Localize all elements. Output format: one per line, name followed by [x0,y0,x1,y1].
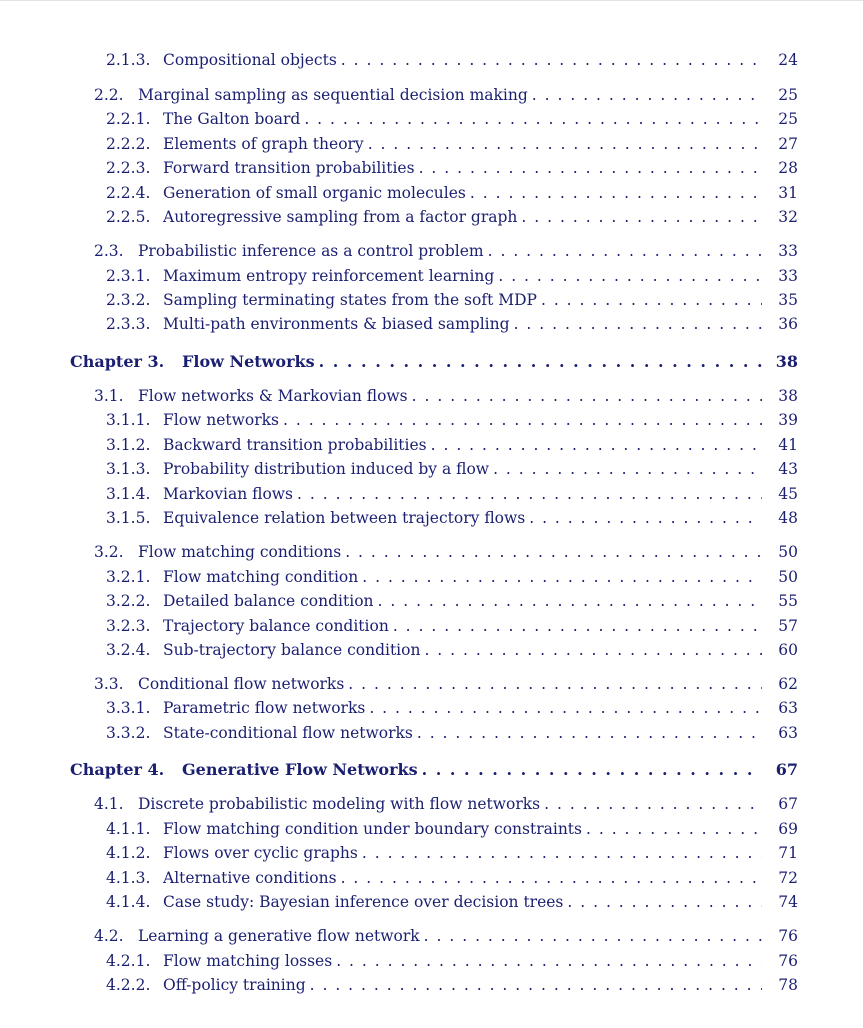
toc-leader-dots [468,181,762,205]
toc-title: State-conditional flow networks [163,724,413,742]
toc-entry-3-2-1[interactable] [0,565,863,589]
toc-page-number: 71 [778,844,798,862]
toc-page-number: 33 [778,267,798,285]
toc-leader-dots [281,408,762,432]
toc-entry-2-2-4[interactable] [0,181,863,205]
toc-title: Flow Networks [182,352,315,371]
toc-page-number: 57 [778,617,798,635]
toc-leader-dots [317,350,762,374]
toc-entry-3-3-2[interactable] [0,721,863,745]
toc-leader-dots [346,672,762,696]
toc-leader-dots [366,132,762,156]
toc-number: 2.2.2. [106,135,151,153]
toc-entry-4-1[interactable] [0,792,863,816]
toc-entry-4-2-1[interactable] [0,949,863,973]
toc-entry-2-2-1[interactable] [0,107,863,131]
toc-leader-dots [410,384,762,408]
toc-number: 3.1.1. [106,411,151,429]
toc-entry-4-2[interactable] [0,924,863,948]
toc-number: 2.3.2. [106,291,151,309]
toc-leader-dots [486,239,762,263]
toc-number: 2.2. [94,86,124,104]
toc-page-number: 69 [778,820,798,838]
toc-number: 4.1. [94,795,124,813]
toc-leader-dots [308,973,762,997]
toc-title: Elements of graph theory [163,135,364,153]
toc-title: Backward transition probabilities [163,436,427,454]
toc-leader-dots [519,205,762,229]
toc-entry-3-2[interactable] [0,540,863,564]
toc-page-number: 60 [778,641,798,659]
toc-title: Compositional objects [163,51,337,69]
toc-title: Flow networks & Markovian flows [138,387,408,405]
toc-number: 3.2.3. [106,617,151,635]
toc-number: 3.1.3. [106,460,151,478]
toc-number: 3.3.2. [106,724,151,742]
toc-leader-dots [334,949,762,973]
toc-title: Flows over cyclic graphs [163,844,358,862]
toc-chapter-3[interactable] [0,350,863,374]
toc-number: 3.2. [94,543,124,561]
toc-number: 3.2.1. [106,568,151,586]
toc-number: 4.2.2. [106,976,151,994]
toc-leader-dots [360,841,762,865]
toc-title: Case study: Bayesian inference over decision trees [163,893,564,911]
toc-number: 3.2.2. [106,592,151,610]
toc-leader-dots [339,866,762,890]
toc-page-number: 35 [778,291,798,309]
toc-page-number: 43 [778,460,798,478]
toc-number: 4.1.3. [106,869,151,887]
toc-title: Learning a generative flow network [138,927,420,945]
toc-title: Marginal sampling as sequential decision making [138,86,528,104]
toc-number: 3.1.5. [106,509,151,527]
toc-number: 2.3.1. [106,267,151,285]
toc-page-number: 28 [778,159,798,177]
toc-number: 3.1. [94,387,124,405]
toc-leader-dots [343,540,762,564]
toc-title: Multi-path environments & biased sampling [163,315,510,333]
toc-page-number: 38 [778,387,798,405]
toc-title: Sub-trajectory balance condition [163,641,421,659]
toc-entry-3-1-2[interactable] [0,433,863,457]
toc-entry-3-2-2[interactable] [0,589,863,613]
toc-title: Maximum entropy reinforcement learning [163,267,495,285]
toc-entry-2-2[interactable] [0,83,863,107]
toc-title: Forward transition probabilities [163,159,415,177]
toc-number: 2.2.4. [106,184,151,202]
toc-leader-dots [367,696,762,720]
toc-entry-2-3-1[interactable] [0,264,863,288]
toc-entry-4-1-3[interactable] [0,866,863,890]
toc-page-number: 62 [778,675,798,693]
toc-leader-dots [391,614,762,638]
toc-title: Flow networks [163,411,279,429]
toc-page-number: 72 [778,869,798,887]
toc-page-number: 63 [778,699,798,717]
toc-title: Generative Flow Networks [182,760,418,779]
toc-entry-2-3-2[interactable] [0,288,863,312]
toc-leader-dots [295,482,762,506]
toc-entry-3-1-4[interactable] [0,482,863,506]
toc-title: Autoregressive sampling from a factor graph [163,208,518,226]
toc-leader-dots [527,506,762,530]
toc-title: Flow matching conditions [138,543,342,561]
toc-page-number: 63 [778,724,798,742]
toc-page-number: 39 [778,411,798,429]
toc-entry-2-1-3[interactable] [0,48,863,72]
toc-number: 2.3. [94,242,124,260]
toc-number: 2.1.3. [106,51,151,69]
toc-title: Equivalence relation between trajectory flows [163,509,526,527]
toc-title: Flow matching condition [163,568,359,586]
toc-entry-3-1-1[interactable] [0,408,863,432]
toc-title: Probabilistic inference as a control problem [138,242,484,260]
toc-entry-2-2-3[interactable] [0,156,863,180]
toc-title: Conditional flow networks [138,675,345,693]
toc-page-number: 74 [778,893,798,911]
toc-number: 4.1.1. [106,820,151,838]
toc-title: Alternative conditions [163,869,337,887]
toc-entry-2-3[interactable] [0,239,863,263]
toc-page-number: 27 [778,135,798,153]
toc-leader-dots [539,288,762,312]
toc-page-number: 31 [778,184,798,202]
toc-title: Discrete probabilistic modeling with flow networks [138,795,541,813]
toc-leader-dots [415,721,762,745]
toc-title: Flow matching losses [163,952,333,970]
toc-number: Chapter 3. [70,352,165,371]
toc-page-number: 25 [778,110,798,128]
toc-entry-3-1[interactable] [0,384,863,408]
toc-number: 3.3.1. [106,699,151,717]
toc-title: Flow matching condition under boundary constraints [163,820,582,838]
toc-entry-3-1-5[interactable] [0,506,863,530]
toc-page-number: 25 [778,86,798,104]
toc-entry-4-1-1[interactable] [0,817,863,841]
toc-entry-2-3-3[interactable] [0,312,863,336]
toc-title: Probability distribution induced by a flow [163,460,490,478]
toc-page-number: 55 [778,592,798,610]
toc-number: 4.2.1. [106,952,151,970]
toc-number: 3.1.2. [106,436,151,454]
toc-number: 3.3. [94,675,124,693]
toc-entry-4-1-4[interactable] [0,890,863,914]
toc-page-number: 36 [778,315,798,333]
toc-title: Generation of small organic molecules [163,184,466,202]
toc-page-number: 48 [778,509,798,527]
toc-number: 3.1.4. [106,485,151,503]
toc-entry-3-3-1[interactable] [0,696,863,720]
toc-number: 4.2. [94,927,124,945]
toc-number: 2.2.1. [106,110,151,128]
toc-leader-dots [496,264,762,288]
toc-page-number: 50 [778,568,798,586]
toc-number: 4.1.2. [106,844,151,862]
toc-number: 2.2.3. [106,159,151,177]
toc-entry-2-2-5[interactable] [0,205,863,229]
toc-leader-dots [339,48,762,72]
toc-title: Sampling terminating states from the soft MDP [163,291,537,309]
toc-chapter-4[interactable] [0,758,863,782]
toc-title: The Galton board [163,110,301,128]
toc-leader-dots [530,83,762,107]
toc-page-number: 32 [778,208,798,226]
toc-page-number: 41 [778,436,798,454]
toc-entry-4-1-2[interactable] [0,841,863,865]
toc-leader-dots [429,433,762,457]
toc-entry-3-1-3[interactable] [0,457,863,481]
toc-leader-dots [417,156,762,180]
toc-page-number: 67 [775,760,798,779]
toc-leader-dots [376,589,762,613]
toc-title: Off-policy training [163,976,306,994]
toc-page-number: 76 [778,927,798,945]
toc-entry-3-3[interactable] [0,672,863,696]
toc-number: 3.2.4. [106,641,151,659]
toc-page-number: 38 [775,352,798,371]
toc-leader-dots [420,758,762,782]
toc-leader-dots [422,924,762,948]
toc-entry-2-2-2[interactable] [0,132,863,156]
toc-page-number: 76 [778,952,798,970]
toc-page-number: 50 [778,543,798,561]
toc-title: Trajectory balance condition [163,617,389,635]
toc-number: 2.3.3. [106,315,151,333]
toc-entry-3-2-3[interactable] [0,614,863,638]
toc-number: 2.2.5. [106,208,151,226]
toc-entry-3-2-4[interactable] [0,638,863,662]
toc-entry-4-2-2[interactable] [0,973,863,997]
toc-leader-dots [542,792,762,816]
toc-leader-dots [422,638,762,662]
toc-page-number: 45 [778,485,798,503]
toc-title: Parametric flow networks [163,699,366,717]
toc-leader-dots [565,890,762,914]
toc-leader-dots [302,107,762,131]
toc-page-number: 67 [778,795,798,813]
toc-leader-dots [491,457,762,481]
toc-page-number: 33 [778,242,798,260]
toc-title: Markovian flows [163,485,294,503]
toc-leader-dots [512,312,762,336]
toc-number: 4.1.4. [106,893,151,911]
toc-title: Detailed balance condition [163,592,374,610]
toc-leader-dots [584,817,762,841]
toc-page-number: 24 [778,51,798,69]
toc-leader-dots [360,565,762,589]
toc-number: Chapter 4. [70,760,165,779]
toc-page-number: 78 [778,976,798,994]
